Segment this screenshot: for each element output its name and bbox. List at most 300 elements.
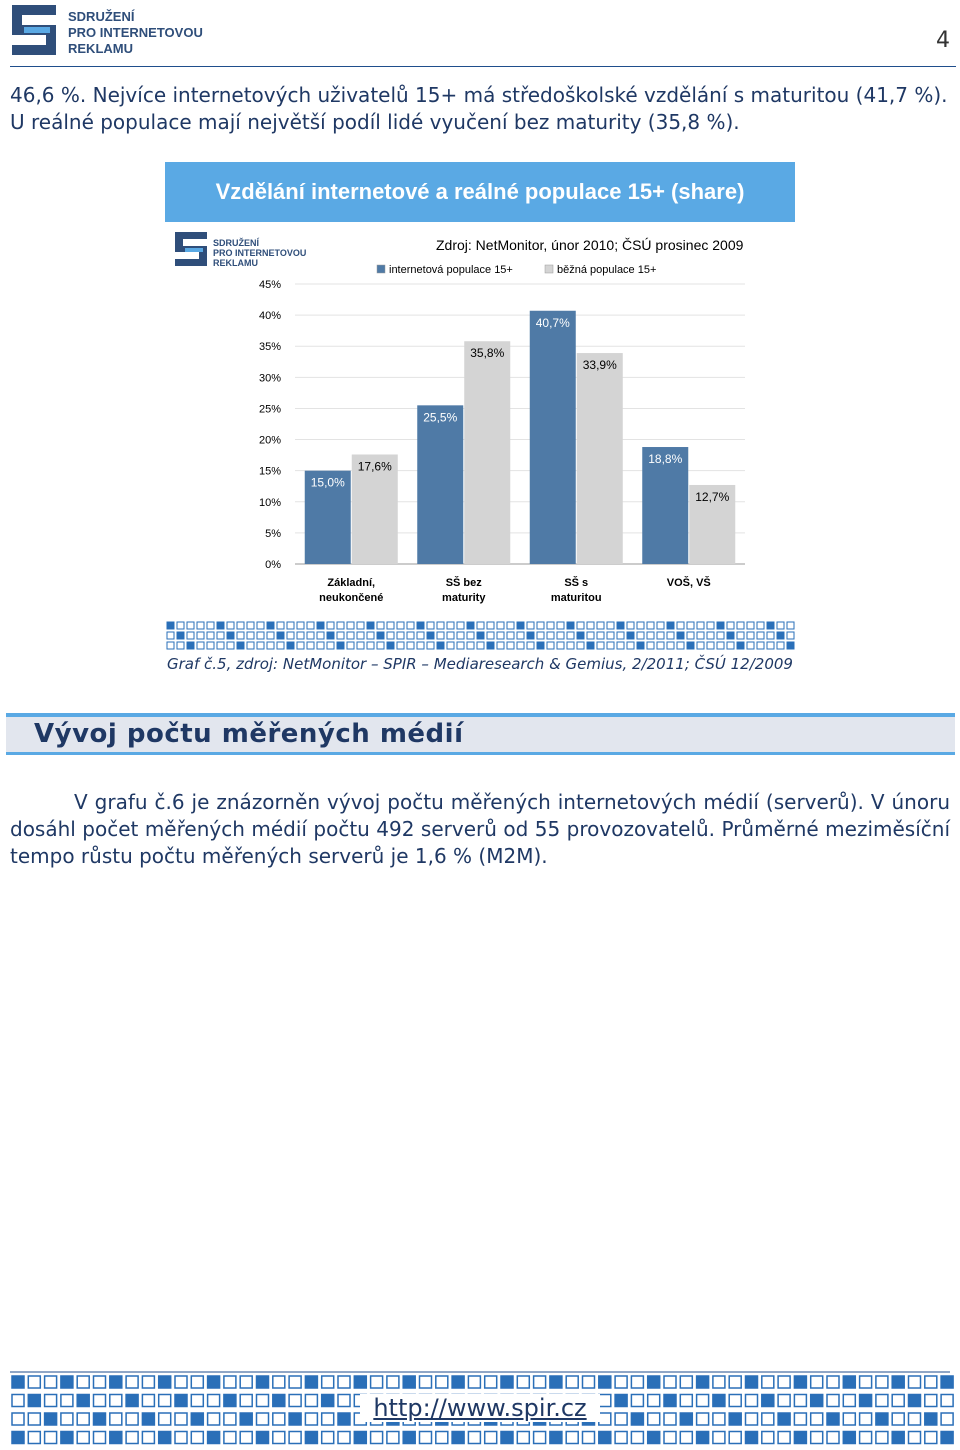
decor-square (607, 632, 614, 639)
footer-square (305, 1413, 317, 1425)
footer-square (843, 1376, 855, 1388)
footer-link[interactable]: http://www.spir.cz (360, 1394, 600, 1422)
chart-logo-line-3: REKLAMU (213, 258, 258, 268)
decor-square (667, 622, 674, 629)
decor-square (197, 642, 204, 649)
decor-square (627, 632, 634, 639)
decor-square (237, 642, 244, 649)
footer-square (778, 1376, 790, 1388)
decor-square (787, 622, 794, 629)
decor-square (397, 632, 404, 639)
decor-square (357, 642, 364, 649)
footer-square (794, 1395, 806, 1407)
decor-square (627, 642, 634, 649)
footer-square (778, 1413, 790, 1425)
footer-square (485, 1376, 497, 1388)
footer-square (680, 1432, 692, 1444)
decor-square (657, 632, 664, 639)
decor-square (207, 632, 214, 639)
decor-square (187, 622, 194, 629)
decor-square (447, 632, 454, 639)
footer-square (697, 1413, 709, 1425)
decor-square (697, 642, 704, 649)
footer-square (599, 1432, 611, 1444)
logo-line-2: PRO INTERNETOVOU (68, 25, 203, 40)
footer-square (110, 1413, 122, 1425)
decor-square (297, 632, 304, 639)
x-category-label: neukončené (319, 592, 384, 604)
footer-square (305, 1432, 317, 1444)
y-tick-label: 10% (258, 496, 281, 509)
decor-square (777, 642, 784, 649)
footer-square (713, 1413, 725, 1425)
footer-square (615, 1432, 627, 1444)
footer-square (566, 1432, 578, 1444)
footer-square (322, 1395, 334, 1407)
decor-square (607, 622, 614, 629)
footer-square (909, 1376, 921, 1388)
footer-square (12, 1413, 24, 1425)
y-tick-label: 5% (265, 527, 281, 540)
decor-square (507, 642, 514, 649)
footer-square (485, 1432, 497, 1444)
decor-square (547, 642, 554, 649)
footer-square (925, 1376, 937, 1388)
data-label: 17,6% (357, 459, 392, 474)
data-label: 35,8% (470, 346, 505, 361)
decor-square (437, 642, 444, 649)
footer-square (403, 1376, 415, 1388)
decor-square (617, 632, 624, 639)
decor-square (427, 642, 434, 649)
footer-square (860, 1376, 872, 1388)
y-tick-label: 25% (258, 403, 281, 416)
footer-square (159, 1413, 171, 1425)
chart-logo (175, 232, 306, 268)
decor-square (437, 632, 444, 639)
footer-square (892, 1432, 904, 1444)
footer-square (762, 1395, 774, 1407)
decor-square (567, 642, 574, 649)
decor-square (387, 632, 394, 639)
y-tick-label: 35% (258, 341, 281, 354)
decor-square (237, 622, 244, 629)
footer-square (631, 1376, 643, 1388)
decor-square (357, 622, 364, 629)
decor-square (767, 632, 774, 639)
footer-square (322, 1376, 334, 1388)
footer-square (664, 1413, 676, 1425)
decor-square (347, 632, 354, 639)
footer-square (289, 1376, 301, 1388)
footer-square (941, 1432, 953, 1444)
decor-square (227, 632, 234, 639)
footer-square (94, 1395, 106, 1407)
decor-square (577, 622, 584, 629)
footer-square (208, 1432, 220, 1444)
chart-x-axis (319, 576, 711, 604)
decor-square (327, 642, 334, 649)
footer-square (224, 1395, 236, 1407)
section-title: Vývoj počtu měřených médií (34, 719, 464, 749)
footer-square (827, 1413, 839, 1425)
decor-square (457, 632, 464, 639)
footer-square (28, 1432, 40, 1444)
decor-square (307, 642, 314, 649)
decor-square (537, 622, 544, 629)
footer-square (175, 1413, 187, 1425)
spir-logo (10, 3, 210, 58)
decor-square (417, 622, 424, 629)
footer-square (811, 1432, 823, 1444)
decor-square (397, 642, 404, 649)
decor-square (517, 632, 524, 639)
decor-square (647, 642, 654, 649)
decor-square (507, 622, 514, 629)
decor-square (437, 622, 444, 629)
footer-square (322, 1432, 334, 1444)
footer-square (925, 1432, 937, 1444)
decor-square (717, 632, 724, 639)
footer-square (713, 1376, 725, 1388)
chart-caption: Graf č.5, zdroj: NetMonitor – SPIR – Mediaresearch & Gemius, 2/2011; ČSÚ 12/2009 (167, 655, 793, 673)
legend-label-0: internetová populace 15+ (389, 264, 513, 276)
footer-square (517, 1376, 529, 1388)
footer-square (566, 1376, 578, 1388)
footer-square (811, 1376, 823, 1388)
footer-square (208, 1395, 220, 1407)
x-category-label: VOŠ, VŠ (666, 577, 711, 589)
decor-square (187, 632, 194, 639)
footer-square (28, 1376, 40, 1388)
footer-square (697, 1376, 709, 1388)
footer-square (371, 1376, 383, 1388)
decor-square (587, 642, 594, 649)
chart-logo-line-2: PRO INTERNETOVOU (213, 248, 307, 258)
footer-square (746, 1395, 758, 1407)
footer-square (354, 1376, 366, 1388)
intro-paragraph: 46,6 %. Nejvíce internetových uživatelů 15+ má středoškolské vzdělání s maturitou (41,7 %). U reálné populace mají největší podíl lidé vyučení bez maturity (35,8 %). (10, 83, 948, 134)
chart-logo-line-1: SDRUŽENÍ (213, 238, 260, 248)
decor-square (417, 632, 424, 639)
footer-square (892, 1413, 904, 1425)
footer-square (305, 1376, 317, 1388)
decor-square (767, 642, 774, 649)
footer-square (860, 1432, 872, 1444)
y-tick-label: 15% (258, 465, 281, 478)
footer-square (794, 1432, 806, 1444)
decor-square (787, 642, 794, 649)
chart-title: Vzdělání internetové a reálné populace 15+ (share) (165, 162, 795, 222)
chart-y-axis (259, 279, 281, 571)
footer-square (746, 1432, 758, 1444)
decor-square (427, 622, 434, 629)
decor-square (757, 642, 764, 649)
decor-square (217, 622, 224, 629)
footer-square (126, 1395, 138, 1407)
footer-square (61, 1376, 73, 1388)
footer-square (876, 1376, 888, 1388)
chart-canvas (165, 162, 795, 652)
footer-square (811, 1413, 823, 1425)
footer-square (794, 1413, 806, 1425)
decor-square (337, 642, 344, 649)
decor-square (557, 642, 564, 649)
footer-square (110, 1376, 122, 1388)
footer-square (208, 1376, 220, 1388)
footer-square (403, 1432, 415, 1444)
decor-square (537, 632, 544, 639)
decor-square (617, 642, 624, 649)
decor-square (287, 622, 294, 629)
decor-square (167, 642, 174, 649)
decor-square (477, 632, 484, 639)
footer-square (175, 1432, 187, 1444)
footer-square (436, 1376, 448, 1388)
footer-square (126, 1376, 138, 1388)
decor-square (587, 632, 594, 639)
decor-square (597, 632, 604, 639)
footer-square (142, 1432, 154, 1444)
footer-square (729, 1432, 741, 1444)
footer-square (208, 1413, 220, 1425)
decor-square (637, 642, 644, 649)
footer-square (94, 1413, 106, 1425)
footer-square (468, 1432, 480, 1444)
decor-square (317, 642, 324, 649)
decor-square (277, 632, 284, 639)
footer-square (729, 1413, 741, 1425)
y-tick-label: 30% (258, 372, 281, 385)
footer-square (925, 1395, 937, 1407)
footer-square (240, 1413, 252, 1425)
footer-square (794, 1376, 806, 1388)
footer-square (697, 1432, 709, 1444)
logo-line-1: SDRUŽENÍ (68, 9, 135, 24)
bar-internet-2 (530, 311, 576, 564)
decor-square (367, 632, 374, 639)
decor-square (257, 622, 264, 629)
footer-square (61, 1413, 73, 1425)
decor-square (267, 622, 274, 629)
footer-square (420, 1432, 432, 1444)
chart-decorative-squares (167, 622, 794, 649)
footer-square (599, 1395, 611, 1407)
footer-square (827, 1395, 839, 1407)
decor-square (347, 622, 354, 629)
footer-square (257, 1413, 269, 1425)
footer-square (534, 1432, 546, 1444)
decor-square (597, 642, 604, 649)
decor-square (487, 622, 494, 629)
decor-square (377, 622, 384, 629)
footer-square (45, 1395, 57, 1407)
decor-square (307, 632, 314, 639)
footer-square (77, 1395, 89, 1407)
decor-square (277, 642, 284, 649)
footer-square (257, 1395, 269, 1407)
footer-square (420, 1376, 432, 1388)
decor-square (227, 622, 234, 629)
footer-square (762, 1376, 774, 1388)
page-number: 4 (936, 28, 950, 53)
decor-square (747, 642, 754, 649)
footer-square (273, 1413, 285, 1425)
decor-square (567, 632, 574, 639)
decor-square (687, 622, 694, 629)
decor-square (507, 632, 514, 639)
footer-square (126, 1413, 138, 1425)
header-divider (10, 66, 956, 67)
footer-square (729, 1395, 741, 1407)
footer-square (534, 1376, 546, 1388)
footer-square (159, 1376, 171, 1388)
footer-square (697, 1395, 709, 1407)
decor-square (737, 632, 744, 639)
legend-swatch-0 (377, 265, 385, 273)
decor-square (557, 632, 564, 639)
footer-square (224, 1376, 236, 1388)
decor-square (767, 622, 774, 629)
chart-source: Zdroj: NetMonitor, únor 2010; ČSÚ prosinec 2009 (436, 237, 744, 253)
decor-square (217, 632, 224, 639)
decor-square (387, 642, 394, 649)
footer-square (338, 1413, 350, 1425)
decor-square (577, 632, 584, 639)
footer-square (599, 1413, 611, 1425)
decor-square (467, 622, 474, 629)
footer-square (305, 1395, 317, 1407)
footer-square (583, 1376, 595, 1388)
footer-square (94, 1432, 106, 1444)
decor-square (407, 622, 414, 629)
decor-square (257, 642, 264, 649)
footer-square (452, 1432, 464, 1444)
footer-square (273, 1376, 285, 1388)
footer-square (501, 1376, 513, 1388)
footer-square (77, 1413, 89, 1425)
footer-square (273, 1432, 285, 1444)
y-tick-label: 40% (258, 310, 281, 323)
body-paragraph (10, 789, 950, 870)
data-label: 40,7% (535, 315, 570, 330)
decor-square (267, 632, 274, 639)
data-label: 33,9% (582, 358, 617, 373)
decor-square (427, 632, 434, 639)
footer-square (94, 1376, 106, 1388)
decor-square (267, 642, 274, 649)
decor-square (587, 622, 594, 629)
decor-square (757, 632, 764, 639)
decor-square (647, 622, 654, 629)
decor-square (307, 622, 314, 629)
decor-square (467, 642, 474, 649)
footer-square (648, 1432, 660, 1444)
decor-square (747, 632, 754, 639)
decor-square (517, 642, 524, 649)
footer-square (501, 1432, 513, 1444)
body-paragraph-text: V grafu č.6 je znázorněn vývoj počtu měřených internetových médií (serverů). V únoru dosáhl počet měřených médií počtu 492 serverů od 55 provozovatelů. Průměrné meziměsíční tempo růstu počtu měřených serverů je 1,6 % (M2M). (10, 790, 950, 868)
decor-square (687, 632, 694, 639)
footer-square (762, 1413, 774, 1425)
footer-square (876, 1432, 888, 1444)
footer-square (827, 1432, 839, 1444)
decor-square (317, 632, 324, 639)
decor-square (717, 622, 724, 629)
footer-square (615, 1413, 627, 1425)
footer-square (354, 1432, 366, 1444)
footer-square (452, 1376, 464, 1388)
decor-square (347, 642, 354, 649)
decor-square (677, 632, 684, 639)
x-category-label: SŠ s (564, 577, 589, 589)
x-category-label: maturitou (550, 592, 602, 604)
decor-square (667, 642, 674, 649)
decor-square (187, 642, 194, 649)
footer-square (257, 1432, 269, 1444)
footer-square (322, 1413, 334, 1425)
footer-square (778, 1432, 790, 1444)
decor-square (287, 642, 294, 649)
footer-square (224, 1413, 236, 1425)
footer-square (860, 1413, 872, 1425)
footer-square (680, 1376, 692, 1388)
footer-square (843, 1432, 855, 1444)
footer-square (12, 1432, 24, 1444)
footer-square (191, 1376, 203, 1388)
x-category-label: maturity (442, 592, 486, 604)
decor-square (737, 642, 744, 649)
y-tick-label: 20% (258, 434, 281, 447)
decor-square (357, 632, 364, 639)
footer-square (941, 1413, 953, 1425)
footer-square (61, 1395, 73, 1407)
footer-square (110, 1432, 122, 1444)
footer-square (45, 1413, 57, 1425)
footer-square (876, 1395, 888, 1407)
footer-square (631, 1413, 643, 1425)
footer-square (142, 1395, 154, 1407)
footer-square (240, 1376, 252, 1388)
footer-square (664, 1376, 676, 1388)
decor-square (657, 622, 664, 629)
footer-square (289, 1432, 301, 1444)
footer-square (28, 1413, 40, 1425)
decor-square (527, 622, 534, 629)
footer-square (371, 1432, 383, 1444)
decor-square (177, 632, 184, 639)
bar-general-1 (464, 341, 510, 564)
footer-square (191, 1432, 203, 1444)
footer-square (648, 1376, 660, 1388)
footer-square (680, 1395, 692, 1407)
decor-square (517, 622, 524, 629)
footer-square (12, 1376, 24, 1388)
decor-square (167, 622, 174, 629)
decor-square (207, 642, 214, 649)
decor-square (727, 622, 734, 629)
footer-square (729, 1376, 741, 1388)
footer-square (909, 1395, 921, 1407)
footer-square (289, 1395, 301, 1407)
decor-square (457, 622, 464, 629)
footer-square (648, 1413, 660, 1425)
footer-square (387, 1376, 399, 1388)
decor-square (407, 632, 414, 639)
footer-square (631, 1432, 643, 1444)
footer-square (240, 1395, 252, 1407)
decor-square (727, 642, 734, 649)
